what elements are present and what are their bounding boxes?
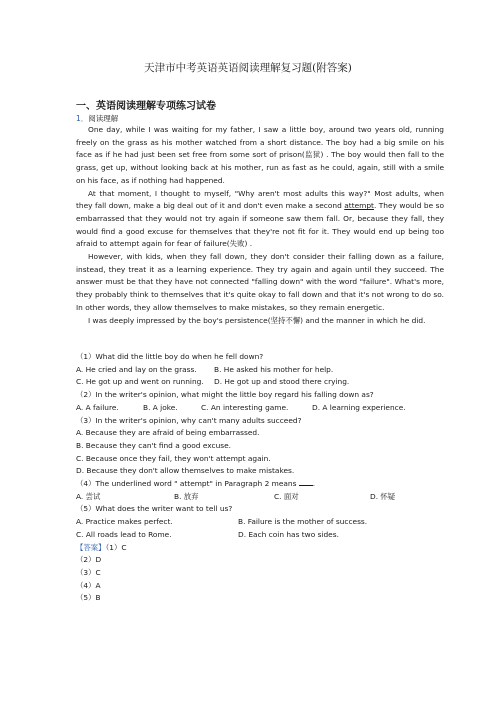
subsection-number: 1． [76, 114, 89, 123]
answer-5: （5）B [76, 593, 101, 603]
question-5-options-row-1 [76, 516, 444, 529]
question-2-options [76, 402, 444, 415]
option-3a: A. Because they are afraid of being embarrassed. [76, 428, 260, 438]
paragraph-1: One day, while I was waiting for my father, I saw a little boy, around two years old, running freely on the grass as his mother watched from a short distance. The boy had a big smile on his face as if he had just been set free from some sort of prison(监狱) . The boy would then fall to the grass, get up, without looking back at his mother, run as fast as he could, again, still with a smile on his face, as if nothing had happened. [76, 125, 444, 185]
option-3c: C. Because once they fail, they won't attempt again. [76, 453, 271, 463]
option-4b: B. 放弃 [174, 491, 199, 501]
option-5b: B. Failure is the mother of success. [238, 517, 368, 527]
passage [76, 124, 444, 327]
option-2a: A. A failure. [76, 402, 119, 412]
question-5-options-row-2 [76, 529, 444, 542]
answer-1: （1）C [105, 542, 127, 552]
paragraph-3: However, with kids, when they fall down, they don't consider their falling down as a failure, instead, they treat it as a learning experience. They try again and again until they succeed. The answer must be that they have not connected "falling down" with the word "failure". What's more, they probably think to themselves that it's quite okay to fall down and that it's not wrong to do so. In other words, they allow themselves to make mistakes, so they remain energetic. [76, 252, 444, 312]
option-2d: D. A learning experience. [312, 402, 406, 412]
option-2b: B. A joke. [143, 402, 178, 412]
question-4-text: （4）The underlined word " attempt" in Paragraph 2 means [76, 479, 297, 489]
option-3d: D. Because they don't allow themselves to make mistakes. [76, 466, 295, 476]
option-1d: D. He got up and stood there crying. [214, 377, 350, 387]
underlined-word: attempt [344, 201, 374, 211]
question-2: （2）In the writer's opinion, what might the little boy regard his falling down as? [76, 390, 374, 400]
question-1: （1）What did the little boy do when he fell down? [76, 352, 264, 361]
answer-blank [299, 485, 313, 486]
option-4c: C. 面对 [274, 491, 299, 501]
option-4a: A. 尝试 [76, 491, 101, 501]
question-5: （5）What does the writer want to tell us? [76, 504, 233, 514]
questions [76, 351, 444, 605]
option-1c: C. He got up and went on running. [76, 377, 204, 387]
option-5d: D. Each coin has two sides. [238, 529, 339, 539]
subsection-heading [76, 113, 118, 124]
option-5c: C. All roads lead to Rome. [76, 529, 172, 539]
paragraph-2 [76, 188, 444, 252]
question-4-options [76, 491, 444, 504]
option-1b: B. He asked his mother for help. [214, 364, 334, 374]
option-3b: B. Because they can't find a good excuse. [76, 440, 232, 450]
answer-line-1 [76, 542, 444, 555]
question-3: （3）In the writer's opinion, why can't many adults succeed? [76, 415, 302, 425]
paragraph-2-text-a: At that moment, I thought to myself, "Why aren't most adults this way?" Most adults, when they fall down, make a big deal out of it and don't even make a second [76, 188, 444, 211]
answer-2: （2）D [76, 555, 102, 565]
question-1-options-row-2 [76, 376, 444, 389]
subsection-label: 阅读理解 [88, 114, 119, 123]
answer-label: 【答案】 [76, 542, 106, 552]
section-heading: 一、英语阅读理解专项练习试卷 [76, 101, 216, 112]
paragraph-2-text-b: . They would be so embarrassed that they would not try again if someone saw them fall. Or, because they fall, they would find a good excuse for themselves that they're not fit for it. They would end up being too afraid to attempt again for fear of failure(失败) . [76, 201, 444, 249]
answer-4: （4）A [76, 580, 101, 590]
question-4 [76, 478, 444, 491]
option-5a: A. Practice makes perfect. [76, 517, 173, 527]
option-1a: A. He cried and lay on the grass. [76, 364, 197, 374]
document-title: 天津市中考英语英语阅读理解复习题(附答案) [144, 62, 352, 74]
question-4-end: . [312, 479, 316, 489]
answer-3: （3）C [76, 567, 101, 577]
option-4d: D. 怀疑 [370, 491, 396, 501]
question-1-options-row-1 [76, 364, 444, 377]
option-2c: C. An interesting game. [201, 402, 289, 412]
paragraph-4: I was deeply impressed by the boy's persistence(坚持不懈) and the manner in which he did. [88, 315, 426, 325]
